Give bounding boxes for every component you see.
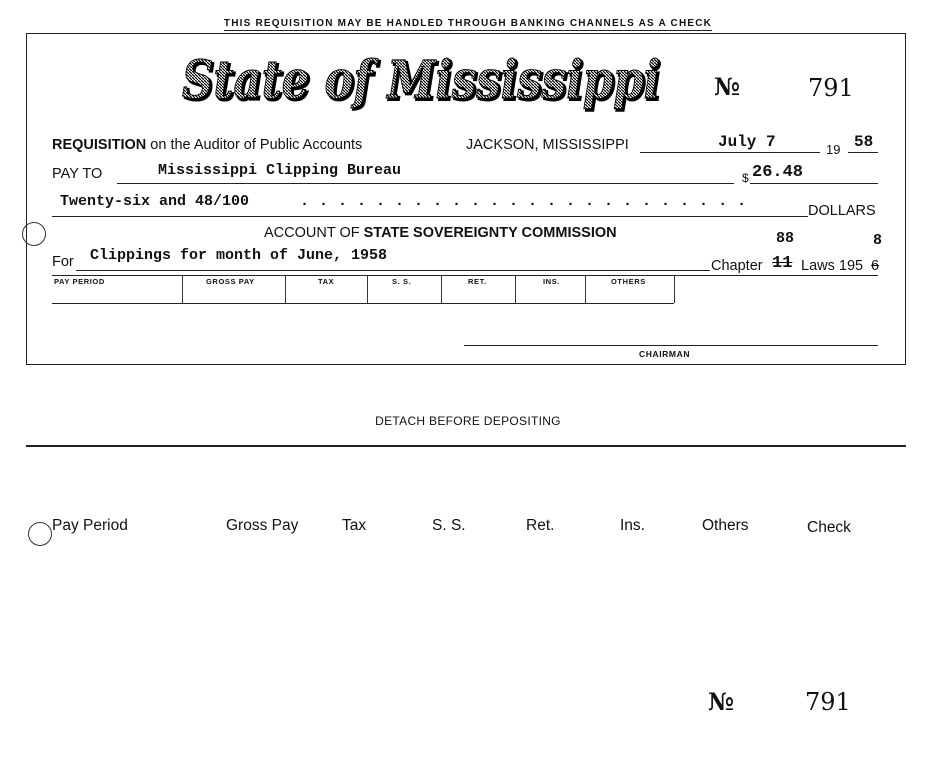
amount-fill-dots: . . . . . . . . . . . . . . . . . . . . . . . .: [300, 193, 747, 210]
deduction-header-tax: TAX: [318, 277, 335, 286]
stub-col-pay-period: Pay Period: [52, 517, 128, 534]
requisition-subtitle: on the Auditor of Public Accounts: [150, 137, 363, 153]
stub-number: 791: [805, 688, 851, 716]
deduction-header-pay-period: PAY PERIOD: [54, 277, 105, 286]
account-name: STATE SOVEREIGNTY COMMISSION: [363, 225, 617, 241]
dollars-label: DOLLARS: [808, 203, 876, 219]
punch-hole-mark: [28, 522, 52, 546]
requisition-date: July 7: [718, 133, 776, 151]
banking-notice: THIS REQUISITION MAY BE HANDLED THROUGH BANKING CHANNELS AS A CHECK: [223, 18, 713, 29]
state-seal-logo: [180, 38, 670, 123]
requisition-title: REQUISITION: [52, 137, 147, 153]
deduction-header-ret: RET.: [468, 277, 487, 286]
account-prefix: ACCOUNT OF: [264, 225, 360, 241]
payee-amount: 26.48: [752, 163, 804, 182]
requisition-line: [52, 137, 362, 153]
stub-col-check: Check: [807, 519, 851, 536]
deduction-header-others: OTHERS: [611, 277, 646, 286]
stub-col-ss: S. S.: [432, 517, 466, 534]
year-suffix: 58: [854, 133, 874, 151]
stub-col-tax: Tax: [342, 517, 367, 534]
year-prefix: 19: [826, 142, 841, 157]
laws-corrected: 8: [873, 232, 883, 249]
stub-col-gross-pay: Gross Pay: [226, 517, 299, 534]
deduction-header-ins: INS.: [543, 277, 560, 286]
check-number: 791: [808, 74, 854, 102]
deduction-header-ss: S. S.: [392, 277, 412, 286]
chairman-label: CHAIRMAN: [639, 349, 691, 359]
account-line: [264, 225, 617, 241]
for-label: For: [52, 254, 74, 270]
stub-col-ret: Ret.: [526, 517, 555, 534]
payee-name: Mississippi Clipping Bureau: [158, 162, 402, 179]
punch-hole-mark: [22, 222, 46, 246]
state-logo-graphic: [180, 38, 670, 118]
detach-line: [26, 445, 906, 447]
signature-line: [464, 345, 878, 346]
currency-sign: $: [742, 171, 749, 185]
laws-label: Laws 195: [801, 258, 864, 274]
svg-text:State of Mississippi: State of Mississippi: [182, 50, 660, 111]
svg-text:State of Mississippi: State of Mississippi: [184, 52, 662, 113]
number-label: №: [714, 72, 741, 101]
purpose-text: Clippings for month of June, 1958: [90, 247, 388, 264]
stub-col-others: Others: [702, 517, 749, 534]
chapter-corrected: 88: [776, 230, 795, 247]
location: JACKSON, MISSISSIPPI: [466, 137, 629, 153]
laws-struck: 6: [871, 258, 880, 274]
stub-col-ins: Ins.: [620, 517, 645, 534]
chapter-label: Chapter: [711, 258, 763, 274]
detach-notice: DETACH BEFORE DEPOSITING: [375, 414, 561, 428]
chapter-struck: 11: [772, 254, 793, 273]
pay-to-label: PAY TO: [52, 166, 103, 182]
amount-in-words: Twenty-six and 48/100: [60, 193, 250, 210]
stub-number-label: №: [708, 687, 735, 716]
deduction-header-gross-pay: GROSS PAY: [206, 277, 255, 286]
